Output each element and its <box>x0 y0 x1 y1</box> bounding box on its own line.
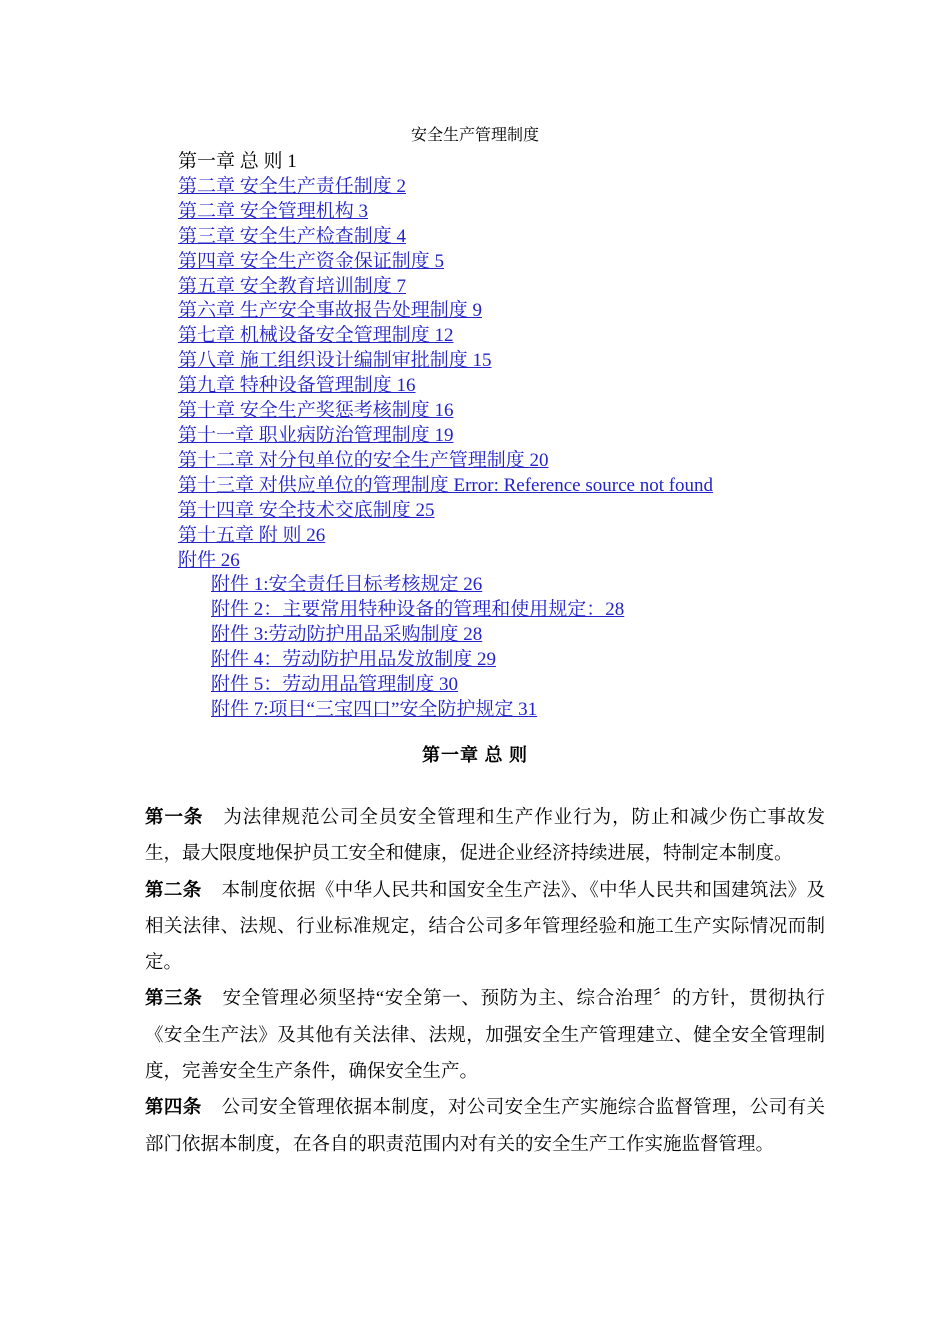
document-title: 安全生产管理制度 <box>410 127 539 144</box>
article <box>145 1090 825 1163</box>
toc-sublink[interactable]: 附件 4：劳动防护用品发放制度 29 <box>211 649 497 671</box>
toc-link[interactable]: 第八章 施工组织设计编制审批制度 15 <box>178 350 492 372</box>
table-of-contents <box>178 150 713 723</box>
toc-link[interactable]: 第十章 安全生产奖惩考核制度 16 <box>178 400 454 422</box>
toc-link[interactable]: 第四章 安全生产资金保证制度 5 <box>178 250 445 272</box>
toc-sublink[interactable]: 附件 1:安全责任目标考核规定 26 <box>211 574 483 596</box>
article-label: 第三条 <box>145 989 203 1010</box>
toc-item: 第一章 总 则 1 <box>178 151 297 172</box>
toc-link[interactable]: 第十一章 职业病防治管理制度 19 <box>178 424 454 446</box>
article <box>145 800 825 873</box>
toc-link[interactable]: 第十三章 对供应单位的管理制度 Error: Reference source not found <box>178 474 714 496</box>
toc-link[interactable]: 第十二章 对分包单位的安全生产管理制度 20 <box>178 449 549 471</box>
toc-link[interactable]: 第五章 安全教育培训制度 7 <box>178 275 407 297</box>
toc-link[interactable]: 附件 26 <box>178 549 240 571</box>
article-label: 第四条 <box>145 1098 202 1119</box>
article-text: 本制度依据《中华人民共和国安全生产法》、《中华人民共和国建筑法》及相关法律、法规、行业标准规定，结合公司多年管理经验和施工生产实际情况而制定。 <box>145 880 825 974</box>
toc-sublink[interactable]: 附件 7:项目“三宝四口”安全防护规定 31 <box>211 698 538 720</box>
toc-sublink[interactable]: 附件 3:劳动防护用品采购制度 28 <box>211 624 483 646</box>
toc-link[interactable]: 第十四章 安全技术交底制度 25 <box>178 499 435 521</box>
article <box>145 873 825 982</box>
chapter-body <box>145 800 825 1163</box>
toc-link[interactable]: 第二章 安全管理机构 3 <box>178 200 369 222</box>
toc-link[interactable]: 第二章 安全生产责任制度 2 <box>178 175 407 197</box>
toc-link[interactable]: 第三章 安全生产检查制度 4 <box>178 225 407 247</box>
toc-link[interactable]: 第十五章 附 则 26 <box>178 524 326 546</box>
toc-link[interactable]: 第六章 生产安全事故报告处理制度 9 <box>178 300 483 322</box>
article-text: 为法律规范公司全员安全管理和生产作业行为，防止和减少伤亡事故发生，最大限度地保护员工安全和健康，促进企业经济持续进展，特制定本制度。 <box>145 808 825 865</box>
article-text: 安全管理必须坚持“安全第一、预防为主、综合治理〞的方针，贯彻执行《安全生产法》及其他有关法律、法规，加强安全生产管理建立、健全安全管理制度，完善安全生产条件，确保安全生产。 <box>145 989 825 1083</box>
article <box>145 981 825 1090</box>
toc-link[interactable]: 第九章 特种设备管理制度 16 <box>178 375 416 397</box>
article-text: 公司安全管理依据本制度，对公司安全生产实施综合监督管理，公司有关部门依据本制度，在各自的职责范围内对有关的安全生产工作实施监督管理。 <box>145 1098 825 1155</box>
toc-link[interactable]: 第七章 机械设备安全管理制度 12 <box>178 325 454 347</box>
toc-sublink[interactable]: 附件 5：劳动用品管理制度 30 <box>211 674 459 696</box>
chapter-heading: 第一章 总 则 <box>422 745 528 765</box>
toc-sublink[interactable]: 附件 2：主要常用特种设备的管理和使用规定：28 <box>211 599 625 621</box>
article-label: 第二条 <box>145 880 202 901</box>
article-label: 第一条 <box>145 808 204 828</box>
